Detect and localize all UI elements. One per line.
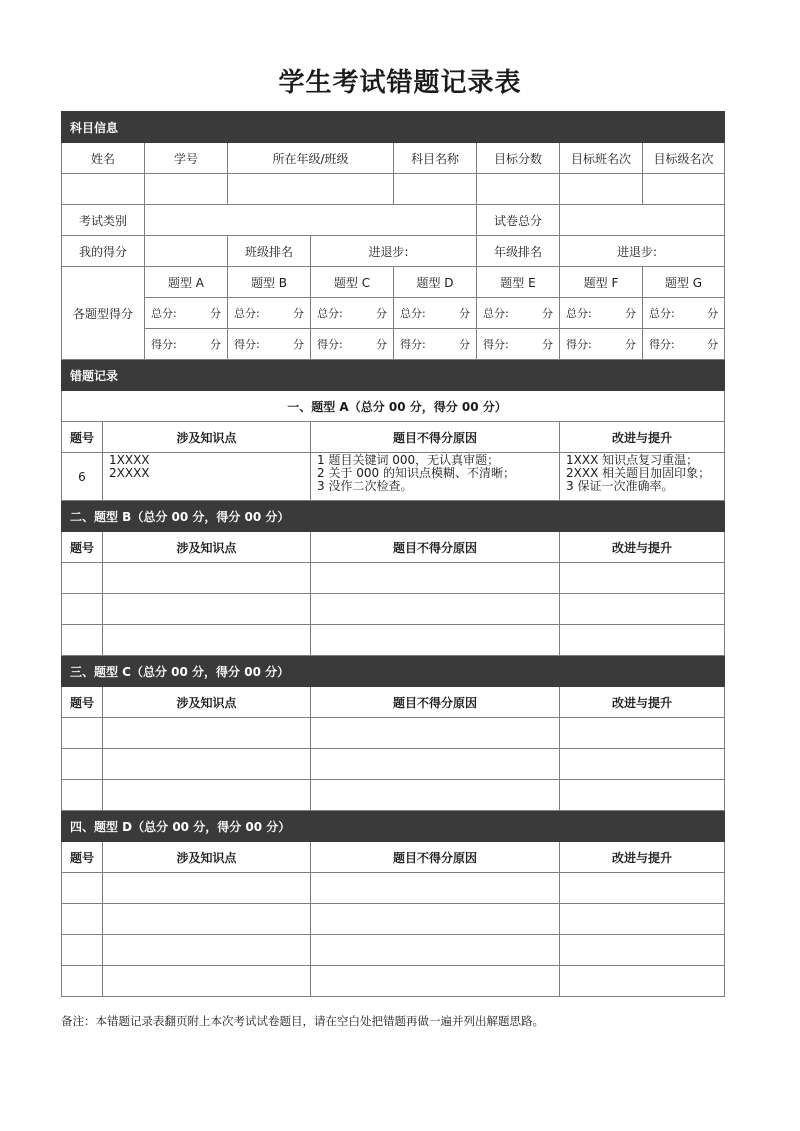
unit-label: 分 <box>707 338 719 351</box>
col-reason-header: 题目不得分原因 <box>311 422 560 453</box>
class-rank-label: 班级排名 <box>228 236 311 267</box>
page-title: 学生考试错题记录表 <box>278 68 522 98</box>
knowledge-line: 2XXXX <box>109 466 150 480</box>
col-knowledge-header: 涉及知识点 <box>103 842 311 873</box>
question-number-field[interactable] <box>62 749 103 780</box>
table-row <box>62 594 725 625</box>
total-score-cell[interactable] <box>145 298 228 329</box>
knowledge-field[interactable] <box>103 873 311 904</box>
paper-total-label: 试卷总分 <box>477 205 560 236</box>
my-score-label: 我的得分 <box>62 236 145 267</box>
got-score-label: 得分: <box>483 338 509 351</box>
reason-field[interactable] <box>311 563 560 594</box>
knowledge-field[interactable] <box>103 780 311 811</box>
table-row <box>62 749 725 780</box>
table-row <box>62 453 725 501</box>
table-row <box>62 873 725 904</box>
col-reason-header: 题目不得分原因 <box>311 532 560 563</box>
col-knowledge-header: 涉及知识点 <box>103 422 311 453</box>
knowledge-field[interactable] <box>103 718 311 749</box>
section-title: 四、题型 D（总分 00 分，得分 00 分） <box>62 811 725 842</box>
got-score-cell[interactable] <box>311 329 394 360</box>
got-score-label: 得分: <box>317 338 343 351</box>
improve-field[interactable] <box>560 718 725 749</box>
unit-label: 分 <box>210 338 221 351</box>
unit-label: 分 <box>459 338 470 351</box>
got-score-cell[interactable] <box>643 329 725 360</box>
total-score-cell[interactable] <box>643 298 725 329</box>
type-header-e: 题型 E <box>477 267 560 298</box>
student-id-field[interactable] <box>145 174 228 205</box>
section-title: 二、题型 B（总分 00 分，得分 00 分） <box>62 501 725 532</box>
total-score-label: 总分: <box>649 307 675 320</box>
type-score-label: 各题型得分 <box>62 267 145 360</box>
got-score-label: 得分: <box>649 338 675 351</box>
improve-line: 3 保证一次准确率。 <box>566 479 674 493</box>
improve-line: 1XXX 知识点复习重温； <box>566 453 699 467</box>
question-number[interactable]: 6 <box>62 453 103 501</box>
question-number-field[interactable] <box>62 563 103 594</box>
improve-field[interactable] <box>560 780 725 811</box>
reason-line: 1 题目关键词 000，无认真审题； <box>317 453 500 467</box>
col-improve-header: 改进与提升 <box>560 687 725 718</box>
table-row <box>62 563 725 594</box>
improve-field[interactable] <box>560 563 725 594</box>
knowledge-field[interactable] <box>103 563 311 594</box>
header-name: 姓名 <box>62 143 145 174</box>
grade-class-field[interactable] <box>228 174 394 205</box>
table-row <box>62 625 725 656</box>
question-number-field[interactable] <box>62 594 103 625</box>
improve-field[interactable] <box>560 966 725 997</box>
total-score-label: 总分: <box>317 307 343 320</box>
got-score-label: 得分: <box>151 338 177 351</box>
question-number-field[interactable] <box>62 780 103 811</box>
col-reason-header: 题目不得分原因 <box>311 687 560 718</box>
unit-label: 分 <box>707 307 719 320</box>
improve-cell[interactable] <box>560 453 725 501</box>
total-score-label: 总分: <box>151 307 177 320</box>
reason-field[interactable] <box>311 904 560 935</box>
grade-rank-label: 年级排名 <box>477 236 560 267</box>
knowledge-cell[interactable] <box>103 453 311 501</box>
type-header-c: 题型 C <box>311 267 394 298</box>
reason-field[interactable] <box>311 594 560 625</box>
total-score-cell[interactable] <box>560 298 643 329</box>
reason-cell[interactable] <box>311 453 560 501</box>
col-knowledge-header: 涉及知识点 <box>103 532 311 563</box>
reason-field[interactable] <box>311 718 560 749</box>
type-header-a: 题型 A <box>145 267 228 298</box>
question-number-field[interactable] <box>62 625 103 656</box>
type-header-b: 题型 B <box>228 267 311 298</box>
total-score-cell[interactable] <box>477 298 560 329</box>
col-reason-header: 题目不得分原因 <box>311 842 560 873</box>
paper-total-field[interactable] <box>560 205 725 236</box>
target-grade-rank-field[interactable] <box>643 174 725 205</box>
reason-line: 3 没作二次检查。 <box>317 479 413 493</box>
question-number-field[interactable] <box>62 718 103 749</box>
type-header-f: 题型 F <box>560 267 643 298</box>
my-score-field[interactable] <box>145 236 228 267</box>
reason-line: 2 关于 000 的知识点模糊、不清晰； <box>317 466 515 480</box>
improve-field[interactable] <box>560 594 725 625</box>
table-row <box>62 904 725 935</box>
col-improve-header: 改进与提升 <box>560 422 725 453</box>
name-field[interactable] <box>62 174 145 205</box>
header-subject: 科目名称 <box>394 143 477 174</box>
exam-type-field[interactable] <box>145 205 477 236</box>
improve-field[interactable] <box>560 904 725 935</box>
got-score-cell[interactable] <box>560 329 643 360</box>
header-target-class-rank: 目标班名次 <box>560 143 643 174</box>
unit-label: 分 <box>376 338 387 351</box>
knowledge-field[interactable] <box>103 594 311 625</box>
class-progress-field[interactable]: 进退步: <box>311 236 477 267</box>
knowledge-field[interactable] <box>103 935 311 966</box>
unit-label: 分 <box>376 307 387 320</box>
col-num-header: 题号 <box>62 842 103 873</box>
got-score-label: 得分: <box>566 338 592 351</box>
got-score-label: 得分: <box>400 338 426 351</box>
improve-field[interactable] <box>560 873 725 904</box>
exam-type-label: 考试类别 <box>62 205 145 236</box>
unit-label: 分 <box>625 338 636 351</box>
total-score-label: 总分: <box>566 307 592 320</box>
target-score-field[interactable] <box>477 174 560 205</box>
type-header-g: 题型 G <box>643 267 725 298</box>
total-score-label: 总分: <box>234 307 260 320</box>
got-score-label: 得分: <box>234 338 260 351</box>
reason-field[interactable] <box>311 780 560 811</box>
section-title: 一、题型 A（总分 00 分，得分 00 分） <box>62 391 725 422</box>
knowledge-field[interactable] <box>103 749 311 780</box>
reason-field[interactable] <box>311 749 560 780</box>
question-number-field[interactable] <box>62 935 103 966</box>
section-info-header: 科目信息 <box>62 112 725 143</box>
col-improve-header: 改进与提升 <box>560 532 725 563</box>
unit-label: 分 <box>459 307 470 320</box>
unit-label: 分 <box>293 338 304 351</box>
total-score-cell[interactable] <box>394 298 477 329</box>
table-row <box>62 780 725 811</box>
section-errors-header: 错题记录 <box>62 360 725 391</box>
table-row <box>62 718 725 749</box>
grade-progress-field[interactable]: 进退步: <box>560 236 725 267</box>
target-class-rank-field[interactable] <box>560 174 643 205</box>
unit-label: 分 <box>542 338 553 351</box>
reason-field[interactable] <box>311 625 560 656</box>
record-sheet <box>61 111 725 997</box>
reason-field[interactable] <box>311 966 560 997</box>
unit-label: 分 <box>293 307 304 320</box>
knowledge-line: 1XXXX <box>109 453 150 467</box>
col-num-header: 题号 <box>62 532 103 563</box>
subject-field[interactable] <box>394 174 477 205</box>
section-title: 三、题型 C（总分 00 分，得分 00 分） <box>62 656 725 687</box>
unit-label: 分 <box>210 307 221 320</box>
knowledge-field[interactable] <box>103 904 311 935</box>
col-improve-header: 改进与提升 <box>560 842 725 873</box>
knowledge-field[interactable] <box>103 966 311 997</box>
improve-field[interactable] <box>560 749 725 780</box>
reason-field[interactable] <box>311 873 560 904</box>
type-header-d: 题型 D <box>394 267 477 298</box>
table-row <box>62 966 725 997</box>
question-number-field[interactable] <box>62 873 103 904</box>
header-grade-class: 所在年级/班级 <box>228 143 394 174</box>
col-knowledge-header: 涉及知识点 <box>103 687 311 718</box>
total-score-cell[interactable] <box>311 298 394 329</box>
col-num-header: 题号 <box>62 687 103 718</box>
improve-line: 2XXX 相关题目加固印象； <box>566 466 711 480</box>
got-score-cell[interactable] <box>394 329 477 360</box>
header-student-id: 学号 <box>145 143 228 174</box>
total-score-cell[interactable] <box>228 298 311 329</box>
unit-label: 分 <box>625 307 636 320</box>
total-score-label: 总分: <box>400 307 426 320</box>
header-target-score: 目标分数 <box>477 143 560 174</box>
question-number-field[interactable] <box>62 966 103 997</box>
header-target-grade-rank: 目标级名次 <box>643 143 725 174</box>
got-score-cell[interactable] <box>477 329 560 360</box>
improve-field[interactable] <box>560 935 725 966</box>
improve-field[interactable] <box>560 625 725 656</box>
unit-label: 分 <box>542 307 553 320</box>
footer-note: 备注：本错题记录表翻页附上本次考试试卷题目，请在空白处把错题再做一遍并列出解题思路。 <box>61 1014 544 1028</box>
got-score-cell[interactable] <box>145 329 228 360</box>
col-num-header: 题号 <box>62 422 103 453</box>
table-row <box>62 935 725 966</box>
total-score-label: 总分: <box>483 307 509 320</box>
knowledge-field[interactable] <box>103 625 311 656</box>
question-number-field[interactable] <box>62 904 103 935</box>
got-score-cell[interactable] <box>228 329 311 360</box>
reason-field[interactable] <box>311 935 560 966</box>
